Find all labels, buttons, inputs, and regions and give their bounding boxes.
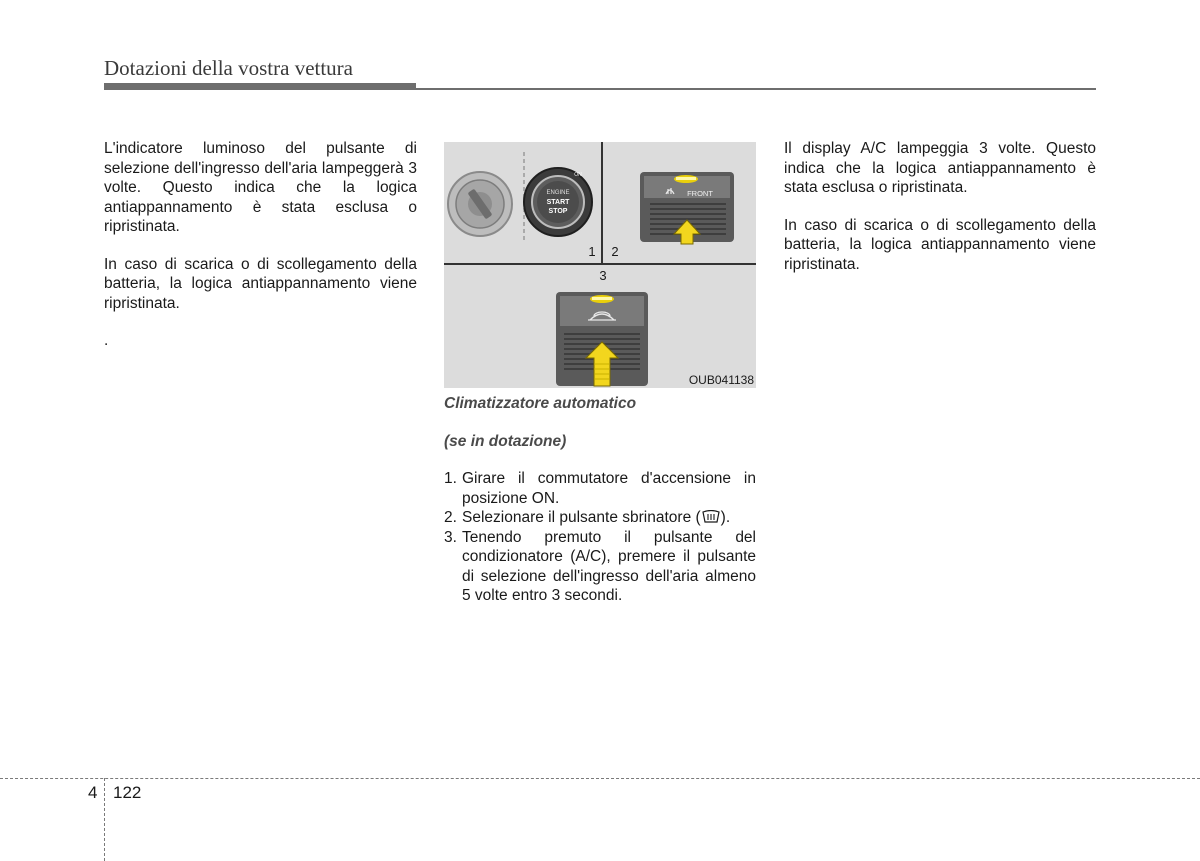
- footer-dashed-rule: [0, 778, 1200, 779]
- right-paragraph-2: In caso di scarica o di scollegamento della batteria, la logica antiappannamento viene ripristinata.: [784, 216, 1096, 273]
- page-number: 122: [113, 783, 142, 802]
- start-label: START: [546, 199, 570, 206]
- illustration-figure: [444, 142, 756, 388]
- list-item: [444, 469, 756, 508]
- left-paragraph-1: L'indicatore luminoso del pulsante di selezione dell'ingresso dell'aria lampeggerà 3 volte. Questo indica che la logica antiappannamento è stata esclusa o ripristinata.: [104, 140, 417, 235]
- header-rule-thick: [104, 83, 416, 90]
- front-label: FRONT: [687, 189, 713, 198]
- list-item: [444, 508, 756, 528]
- middle-column: [444, 394, 756, 606]
- illustration-svg: [444, 142, 756, 388]
- left-paragraph-2: In caso di scarica o di scollegamento della batteria, la logica antiappannamento viene ripristinata.: [104, 255, 417, 312]
- step-number: 3.: [444, 528, 457, 546]
- rear-defrost-icon: [701, 510, 721, 524]
- engine-start-stop-button-icon: [524, 168, 592, 236]
- stop-label: STOP: [548, 208, 568, 215]
- step-text: Girare il commutatore d'accensione in posizione ON.: [462, 470, 756, 507]
- right-column: [784, 139, 1096, 292]
- figure-code: OUB041138: [688, 373, 754, 387]
- caption-line-1: Climatizzatore automatico: [444, 395, 637, 412]
- step-text: Selezionare il pulsante sbrinatore (: [462, 509, 701, 526]
- step-number: 2.: [444, 509, 457, 526]
- steps-list: [444, 469, 756, 606]
- ignition-key-icon: [448, 172, 512, 236]
- left-column: [104, 139, 417, 369]
- engine-label: ENGINE: [546, 190, 570, 196]
- step-number: 1.: [444, 470, 457, 487]
- front-defrost-panel-icon: [640, 172, 734, 244]
- figure-label-1: 1: [588, 244, 596, 259]
- step-text: ).: [720, 509, 731, 526]
- chapter-number: 4: [88, 783, 98, 802]
- left-paragraph-3: .: [104, 332, 109, 349]
- caption-line-2: (se in dotazione): [444, 432, 567, 450]
- header-rule-thin: [416, 88, 1096, 90]
- on-label: ON: [574, 172, 582, 178]
- step-text: Tenendo premuto il pulsante del condizionatore (A/C), premere il pulsante di selezione dell'ingresso dell'aria almeno 5 volte entro 3 secondi.: [462, 528, 756, 604]
- figure-label-2: 2: [611, 244, 619, 259]
- page-header-title: Dotazioni della vostra vettura: [104, 56, 353, 80]
- figure-label-3: 3: [599, 268, 607, 283]
- right-paragraph-1: Il display A/C lampeggia 3 volte. Questo indica che la logica antiappannamento è stata esclusa o ripristinata.: [784, 140, 1096, 196]
- footer-dashed-vertical: [104, 778, 105, 861]
- list-item: [444, 528, 756, 606]
- air-intake-panel-icon: [556, 292, 648, 386]
